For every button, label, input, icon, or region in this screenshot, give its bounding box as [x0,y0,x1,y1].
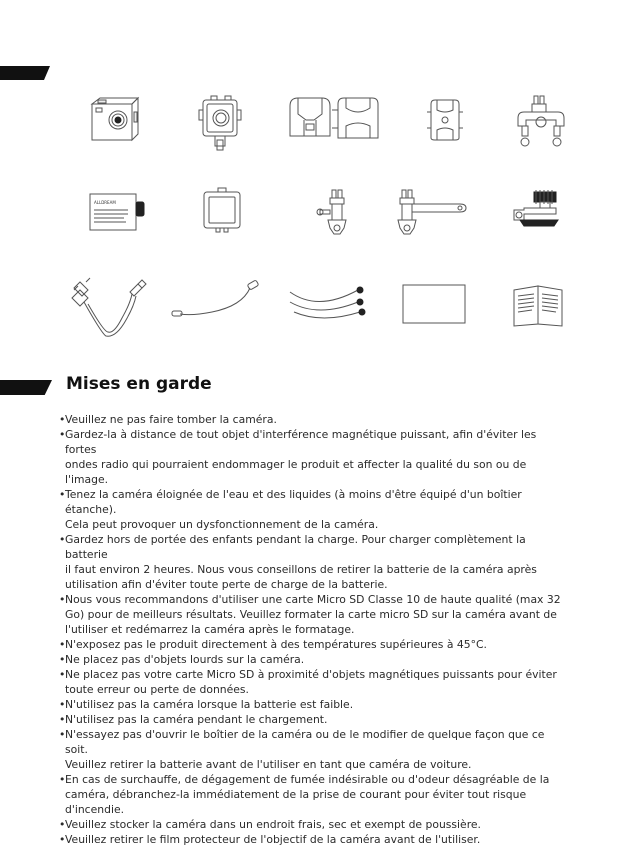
section-band-top [0,66,50,80]
warning-line: utilisation afin d'éviter toute perte de charge de la batterie. [65,578,388,591]
warning-item [59,652,569,667]
manual-icon [512,284,566,328]
connector-long-icon [398,190,470,236]
battery-icon [88,192,146,232]
warning-line: • Ne placez pas d'objets lourds sur la caméra. [65,653,305,666]
warning-line: • Nous vous recommandons d'utiliser une carte Micro SD Classe 10 de haute qualité (max 32 [65,593,561,606]
warning-item [59,667,569,697]
warning-line: • Gardez-la à distance de tout objet d'interférence magnétique puissant, afin d'éviter les fortes [65,428,537,456]
section-band-warnings [0,380,52,395]
warning-line: Go) pour de meilleurs résultats. Veuillez formater la carte micro SD sur la caméra avant de [65,608,557,621]
warning-item [59,712,569,727]
warning-line: • N'exposez pas le produit directement à des températures supérieures à 45°C. [65,638,487,651]
warning-line: • Veuillez retirer le film protecteur de l'objectif de la caméra avant de l'utiliser. [65,833,481,846]
warning-item [59,427,569,487]
frame-icon [202,188,242,234]
camera-icon [88,96,140,142]
warning-line: • En cas de surchauffe, de dégagement de fumée indésirable ou d'odeur désagréable de la [65,773,550,786]
helmet-mount-icon [427,98,463,142]
warning-item [59,412,569,427]
warning-line: toute erreur ou perte de données. [65,683,249,696]
warning-line: • Gardez hors de portée des enfants pendant la charge. Pour charger complètement la batterie [65,533,526,561]
warnings-list [59,412,569,847]
warning-item [59,487,569,532]
warning-item [59,532,569,592]
warning-line: • N'utilisez pas la caméra lorsque la batterie est faible. [65,698,354,711]
warning-item [59,772,569,817]
warning-line: • N'essayez pas d'ouvrir le boîtier de la caméra ou de le modifier de quelque façon que ce soit. [65,728,545,756]
svg-text:ALLDREAM: ALLDREAM [94,200,116,205]
warning-line: d'incendie. [65,803,125,816]
connector-icon [316,190,356,236]
tether-icon [172,280,264,320]
warning-line: • Tenez la caméra éloignée de l'eau et des liquides (à moins d'être équipé d'un boîtier étanche). [65,488,522,516]
warning-line: ondes radio qui pourraient endommager le produit et affecter la qualité du son ou de l'image. [65,458,527,486]
tripod-adapter-icon [510,190,566,234]
warning-line: • Ne placez pas votre carte Micro SD à proximité d'objets magnétiques puissants pour éviter [65,668,557,681]
warning-line: • N'utilisez pas la caméra pendant le chargement. [65,713,328,726]
warning-line: • Veuillez stocker la caméra dans un endroit frais, sec et exempt de poussière. [65,818,481,831]
usb-cable-icon [66,276,148,338]
bike-mount-icon [516,96,566,150]
warning-item [59,817,569,832]
warning-line: caméra, débranchez-la immédiatement de la prise de courant pour éviter tout risque [65,788,527,801]
warning-item [59,592,569,637]
bandages-icon [288,282,368,322]
warning-item [59,832,569,847]
waterproof-case-icon [199,96,241,152]
warning-line: l'utiliser et redémarrez la caméra après le formatage. [65,623,355,636]
warning-item [59,697,569,712]
warning-item [59,637,569,652]
warning-line: Cela peut provoquer un dysfonctionnement de la caméra. [65,518,379,531]
clip-mounts-icon [286,96,384,142]
warning-line: il faut environ 2 heures. Nous vous conseillons de retirer la batterie de la caméra après [65,563,537,576]
warning-item [59,727,569,772]
warning-line: • Veuillez ne pas faire tomber la caméra. [65,413,277,426]
section-title: Mises en garde [66,374,212,394]
warning-line: Veuillez retirer la batterie avant de l'utiliser en tant que caméra de voiture. [65,758,472,771]
cloth-icon [402,284,466,324]
